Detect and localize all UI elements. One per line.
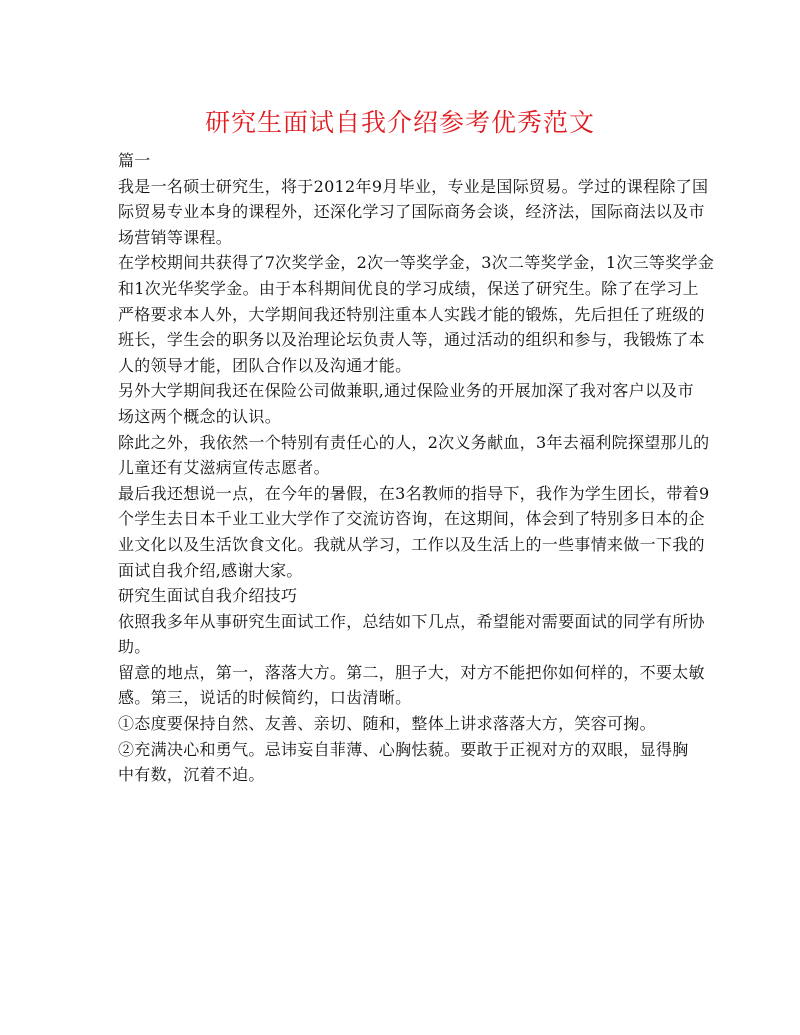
text-line: 留意的地点，第一，落落大方。第二，胆子大，对方不能把你如何样的，不要太敏 bbox=[118, 662, 705, 682]
text-line: 儿童还有艾滋病宣传志愿者。 bbox=[118, 458, 330, 478]
text-line: 人的领导才能，团队合作以及沟通才能。 bbox=[118, 355, 412, 375]
text-line: 另外大学期间我还在保险公司做兼职,通过保险业务的开展加深了我对客户以及市 bbox=[118, 381, 694, 401]
text-line: 班长，学生会的职务以及治理论坛负责人等，通过活动的组织和参与，我锻炼了本 bbox=[118, 330, 705, 350]
text-line: ①态度要保持自然、友善、亲切、随和，整体上讲求落落大方，笑容可掬。 bbox=[118, 714, 656, 734]
text-line: 研究生面试自我介绍技巧 bbox=[118, 586, 298, 606]
text-line: 中有数，沉着不迫。 bbox=[118, 765, 265, 785]
paragraph bbox=[118, 660, 705, 711]
text-line: 我是一名硕士研究生，将于2012年9月毕业，专业是国际贸易。学过的课程除了国 bbox=[118, 176, 709, 196]
paragraph-section-heading bbox=[118, 148, 688, 174]
paragraph bbox=[118, 378, 694, 429]
text-line: 在学校期间共获得了7次奖学金，2次一等奖学金，3次二等奖学金，1次三等奖学金 bbox=[118, 253, 715, 273]
paragraph bbox=[118, 430, 710, 481]
paragraph bbox=[118, 737, 688, 788]
paragraph bbox=[118, 711, 688, 737]
text-line: 最后我还想说一点，在今年的暑假，在3名教师的指导下，我作为学生团长，带着9 bbox=[118, 483, 710, 503]
paragraph bbox=[118, 250, 715, 378]
text-line: 除此之外，我依然一个特别有责任心的人，2次义务献血，3年去福利院探望那儿的 bbox=[118, 432, 710, 452]
text-line: 个学生去日本千业工业大学作了交流访咨询，在这期间，体会到了特别多日本的企 bbox=[118, 509, 705, 529]
text-line: 际贸易专业本身的课程外，还深化学习了国际商务会谈，经济法，国际商法以及市 bbox=[118, 202, 705, 222]
text-line: 面试自我介绍,感谢大家。 bbox=[118, 560, 303, 580]
paragraph-section-heading bbox=[118, 583, 688, 609]
text-line: 场这两个概念的认识。 bbox=[118, 406, 282, 426]
text-line: 业文化以及生活饮食文化。我就从学习，工作以及生活上的一些事情来做一下我的 bbox=[118, 534, 705, 554]
text-line: 依照我多年从事研究生面试工作，总结如下几点，希望能对需要面试的同学有所协 bbox=[118, 611, 705, 631]
document-title: 研究生面试自我介绍参考优秀范文 bbox=[204, 108, 595, 137]
document-body bbox=[118, 148, 715, 788]
text-line: 感。第三，说话的时候简约，口齿清晰。 bbox=[118, 688, 412, 708]
text-line: 场营销等课程。 bbox=[118, 227, 233, 247]
paragraph bbox=[118, 481, 710, 583]
text-line: 严格要求本人外，大学期间我还特别注重本人实践才能的锻炼，先后担任了班级的 bbox=[118, 304, 705, 324]
paragraph bbox=[118, 609, 705, 660]
paragraph bbox=[118, 174, 709, 251]
text-line: 助。 bbox=[118, 637, 151, 657]
text-line: 和1次光华奖学金。由于本科期间优良的学习成绩，保送了研究生。除了在学习上 bbox=[118, 278, 699, 298]
text-line: 篇一 bbox=[118, 151, 151, 170]
text-line: ②充满决心和勇气。忌讳妄自菲薄、心胸怯藐。要敢于正视对方的双眼，显得胸 bbox=[118, 739, 689, 759]
